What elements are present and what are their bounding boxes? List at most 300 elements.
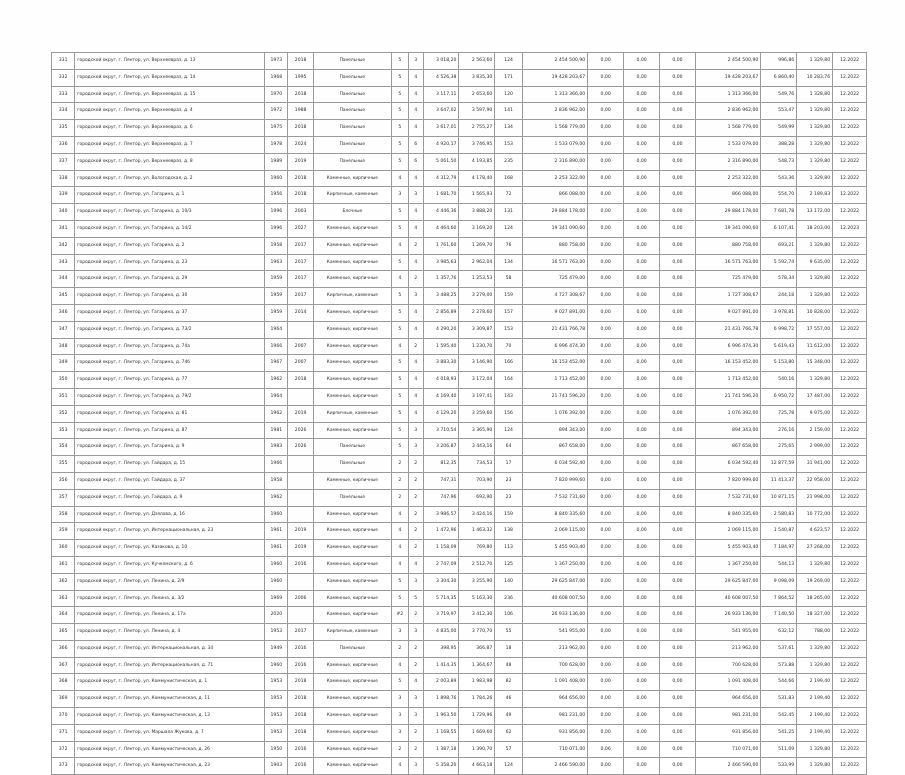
total-area-cell: 1 472,96	[423, 523, 459, 540]
residents-cell: 159	[495, 506, 522, 523]
regional-funds-cell: 0,00	[624, 758, 660, 775]
address-cell: городской округ, г. Лянтор, ул. Ленина, д. 3/2	[75, 590, 265, 607]
federal-funds-cell: 0,00	[588, 103, 624, 120]
residents-cell: 124	[495, 53, 522, 70]
table-row	[52, 338, 867, 355]
residents-cell: 131	[495, 204, 522, 221]
entrances-cell: 3	[408, 187, 423, 204]
year-built-cell: 1964	[265, 321, 288, 338]
year-built-cell: 1959	[265, 271, 288, 288]
entrances-cell: 4	[408, 69, 423, 86]
local-funds-cell: 0,00	[660, 69, 696, 86]
year-built-cell: 1968	[265, 69, 288, 86]
year-repair-cell: 2017	[288, 288, 313, 305]
entrances-cell: 2	[408, 456, 423, 473]
max-unit-cost-cell: 17 557,00	[797, 321, 833, 338]
deadline-cell: 12.2022	[833, 153, 867, 170]
entrances-cell: 3	[408, 573, 423, 590]
row-number: 340	[52, 204, 75, 221]
table-row	[52, 657, 867, 674]
repair-cost-cell: 1 091 408,00	[522, 674, 587, 691]
owner-funds-cell: 9 027 891,00	[695, 304, 760, 321]
unit-cost-cell: 541,25	[761, 724, 797, 741]
year-repair-cell: 2016	[288, 657, 313, 674]
entrances-cell: 4	[408, 220, 423, 237]
unit-cost-cell: 5 619,43	[761, 338, 797, 355]
local-funds-cell: 0,00	[660, 724, 696, 741]
year-repair-cell: 2018	[288, 691, 313, 708]
floors-cell: 4	[391, 540, 408, 557]
table-body	[52, 53, 867, 775]
living-area-cell: 3 835,30	[459, 69, 495, 86]
unit-cost-cell: 6 950,72	[761, 388, 797, 405]
entrances-cell: 2	[408, 237, 423, 254]
residents-cell: 18	[495, 640, 522, 657]
wall-material-cell: Каменные, кирпичные	[313, 708, 391, 725]
address-cell: городской округ, г. Лянтор, ул. Гагарина, д. 23	[75, 254, 265, 271]
residents-cell: 141	[495, 103, 522, 120]
owner-funds-cell: 213 962,00	[695, 640, 760, 657]
wall-material-cell: Панельные	[313, 439, 391, 456]
residents-cell: 106	[495, 607, 522, 624]
deadline-cell: 12.2022	[833, 103, 867, 120]
year-built-cell: 1961	[265, 540, 288, 557]
max-unit-cost-cell: 1 329,80	[797, 640, 833, 657]
wall-material-cell: Каменные, кирпичные	[313, 741, 391, 758]
wall-material-cell: Каменные, кирпичные	[313, 506, 391, 523]
year-built-cell: 1959	[265, 304, 288, 321]
federal-funds-cell: 0,00	[588, 640, 624, 657]
row-number: 345	[52, 288, 75, 305]
entrances-cell: 2	[408, 506, 423, 523]
unit-cost-cell: 10 871,15	[761, 489, 797, 506]
address-cell: городской округ, г. Лянтор, ул. Гагарина, д. 10/3	[75, 204, 265, 221]
local-funds-cell: 0,00	[660, 103, 696, 120]
address-cell: городской округ, г. Лянтор, ул. Верхнеевраз, д. 4	[75, 103, 265, 120]
repair-cost-cell: 700 628,00	[522, 657, 587, 674]
wall-material-cell: Кирпичные, каменные	[313, 187, 391, 204]
entrances-cell: 2	[408, 607, 423, 624]
row-number: 355	[52, 456, 75, 473]
address-cell: городской округ, г. Лянтор, ул. Гайдара, д. 9	[75, 489, 265, 506]
living-area-cell: 3 172,04	[459, 372, 495, 389]
living-area-cell: 3 412,30	[459, 607, 495, 624]
year-built-cell: 1953	[265, 724, 288, 741]
living-area-cell: 1 390,70	[459, 741, 495, 758]
living-area-cell: 3 197,41	[459, 388, 495, 405]
table-row	[52, 472, 867, 489]
address-cell: городской округ, г. Лянтор, ул. Коммунистическая, д. 13	[75, 708, 265, 725]
table-row	[52, 103, 867, 120]
repair-cost-cell: 21 741 596,20	[522, 388, 587, 405]
address-cell: городской округ, г. Лянтор, ул. Верхнеевраз, д. 13	[75, 53, 265, 70]
repair-cost-cell: 867 658,00	[522, 439, 587, 456]
address-cell: городской округ, г. Лянтор, ул. Ленина, д. 4	[75, 624, 265, 641]
address-cell: городской округ, г. Лянтор, ул. Гагарина, д. 14/2	[75, 220, 265, 237]
residents-cell: 134	[495, 120, 522, 137]
year-repair-cell: 2019	[288, 405, 313, 422]
row-number: 358	[52, 506, 75, 523]
table-row	[52, 237, 867, 254]
table-row	[52, 170, 867, 187]
regional-funds-cell: 0,00	[624, 153, 660, 170]
table-row	[52, 624, 867, 641]
max-unit-cost-cell: 10 828,00	[797, 304, 833, 321]
max-unit-cost-cell: 1 329,80	[797, 556, 833, 573]
entrances-cell: 4	[408, 86, 423, 103]
owner-funds-cell: 894 343,00	[695, 422, 760, 439]
entrances-cell: 4	[408, 388, 423, 405]
max-unit-cost-cell: 19 269,00	[797, 573, 833, 590]
floors-cell: 2	[391, 472, 408, 489]
owner-funds-cell: 1 533 079,00	[695, 136, 760, 153]
address-cell: городской округ, г. Лянтор, ул. Интернациональная, д. 71	[75, 657, 265, 674]
floors-cell: 3	[391, 708, 408, 725]
regional-funds-cell: 0,00	[624, 304, 660, 321]
max-unit-cost-cell: 1 329,80	[797, 136, 833, 153]
living-area-cell: 3 279,00	[459, 288, 495, 305]
unit-cost-cell: 2 580,83	[761, 506, 797, 523]
table-row	[52, 53, 867, 70]
unit-cost-cell: 549,99	[761, 120, 797, 137]
row-number: 344	[52, 271, 75, 288]
entrances-cell: 2	[408, 271, 423, 288]
year-built-cell: 1958	[265, 472, 288, 489]
local-funds-cell: 0,00	[660, 136, 696, 153]
repair-cost-cell: 1 076 392,00	[522, 405, 587, 422]
local-funds-cell: 0,00	[660, 304, 696, 321]
owner-funds-cell: 725 479,00	[695, 271, 760, 288]
table-row	[52, 741, 867, 758]
wall-material-cell: Каменные, кирпичные	[313, 674, 391, 691]
address-cell: городской округ, г. Лянтор, ул. Коммунистическая, д. 1	[75, 674, 265, 691]
wall-material-cell: Каменные, кирпичные	[313, 758, 391, 775]
max-unit-cost-cell: 1 329,80	[797, 741, 833, 758]
living-area-cell: 703,90	[459, 472, 495, 489]
federal-funds-cell: 0,00	[588, 288, 624, 305]
residents-cell: 58	[495, 271, 522, 288]
table-row	[52, 674, 867, 691]
residents-cell: 64	[495, 439, 522, 456]
year-built-cell: 1950	[265, 741, 288, 758]
floors-cell: 2	[391, 489, 408, 506]
living-area-cell: 2 278,60	[459, 304, 495, 321]
deadline-cell: 12.2022	[833, 120, 867, 137]
max-unit-cost-cell: 2 199,40	[797, 674, 833, 691]
total-area-cell: 3 018,20	[423, 53, 459, 70]
year-built-cell: 1975	[265, 120, 288, 137]
federal-funds-cell: 0,00	[588, 237, 624, 254]
year-repair-cell	[288, 489, 313, 506]
entrances-cell: 6	[408, 153, 423, 170]
federal-funds-cell: 0,00	[588, 355, 624, 372]
unit-cost-cell: 543,36	[761, 170, 797, 187]
residents-cell: 153	[495, 321, 522, 338]
year-repair-cell: 2016	[288, 556, 313, 573]
table-row	[52, 556, 867, 573]
unit-cost-cell: 554,70	[761, 187, 797, 204]
repair-cost-cell: 541 955,00	[522, 624, 587, 641]
local-funds-cell: 0,00	[660, 187, 696, 204]
max-unit-cost-cell: 2 199,40	[797, 724, 833, 741]
repair-cost-cell: 2 069 115,00	[522, 523, 587, 540]
living-area-cell: 734,53	[459, 456, 495, 473]
federal-funds-cell: 0,00	[588, 439, 624, 456]
address-cell: городской округ, г. Лянтор, ул. Верхнеевраз, д. 7	[75, 136, 265, 153]
max-unit-cost-cell: 21 998,00	[797, 489, 833, 506]
max-unit-cost-cell: 9 975,00	[797, 405, 833, 422]
address-cell: городской округ, г. Лянтор, ул. Гагарина, д. 79/2	[75, 388, 265, 405]
unit-cost-cell: 725,78	[761, 405, 797, 422]
deadline-cell: 12.2022	[833, 271, 867, 288]
deadline-cell: 12.2022	[833, 472, 867, 489]
repair-cost-cell: 710 071,00	[522, 741, 587, 758]
max-unit-cost-cell: 27 268,00	[797, 540, 833, 557]
entrances-cell: 4	[408, 321, 423, 338]
table-row	[52, 69, 867, 86]
owner-funds-cell: 8 840 335,60	[695, 506, 760, 523]
address-cell: городской округ, г. Лянтор, ул. Гайдара, д. 15	[75, 456, 265, 473]
living-area-cell: 3 770,70	[459, 624, 495, 641]
federal-funds-cell: 0,00	[588, 472, 624, 489]
deadline-cell: 12.2023	[833, 220, 867, 237]
row-number: 333	[52, 86, 75, 103]
year-repair-cell: 2014	[288, 304, 313, 321]
repair-cost-cell: 8 840 335,60	[522, 506, 587, 523]
address-cell: городской округ, г. Лянтор, ул. Гагарина, д. 30	[75, 288, 265, 305]
regional-funds-cell: 0,00	[624, 741, 660, 758]
row-number: 360	[52, 540, 75, 557]
owner-funds-cell: 700 628,00	[695, 657, 760, 674]
floors-cell: 4	[391, 657, 408, 674]
owner-funds-cell: 16 571 763,00	[695, 254, 760, 271]
entrances-cell: 2	[408, 472, 423, 489]
deadline-cell: 12.2022	[833, 640, 867, 657]
owner-funds-cell: 867 658,00	[695, 439, 760, 456]
local-funds-cell: 0,00	[660, 338, 696, 355]
year-built-cell: 1963	[265, 254, 288, 271]
repair-cost-cell: 29 884 178,00	[522, 204, 587, 221]
address-cell: городской округ, г. Лянтор, ул. Гагарина, д. 81	[75, 405, 265, 422]
row-number: 366	[52, 640, 75, 657]
total-area-cell: 3 304,30	[423, 573, 459, 590]
table-row	[52, 607, 867, 624]
table-row	[52, 372, 867, 389]
entrances-cell: 3	[408, 691, 423, 708]
total-area-cell: 3 719,97	[423, 607, 459, 624]
address-cell: городской округ, г. Лянтор, ул. Вологодская, д. 2	[75, 170, 265, 187]
regional-funds-cell: 0,00	[624, 69, 660, 86]
repair-cost-cell: 894 343,00	[522, 422, 587, 439]
owner-funds-cell: 1 568 779,00	[695, 120, 760, 137]
entrances-cell: 4	[408, 103, 423, 120]
owner-funds-cell: 2 316 890,00	[695, 153, 760, 170]
deadline-cell: 12.2022	[833, 456, 867, 473]
regional-funds-cell: 0,00	[624, 540, 660, 557]
total-area-cell: 3 117,11	[423, 86, 459, 103]
floors-cell: 5	[391, 120, 408, 137]
regional-funds-cell: 0,00	[624, 321, 660, 338]
row-number: 364	[52, 607, 75, 624]
residents-cell: 120	[495, 86, 522, 103]
address-cell: городской округ, г. Лянтор, ул. Интернациональная, д. 34	[75, 640, 265, 657]
max-unit-cost-cell: 15 348,00	[797, 355, 833, 372]
unit-cost-cell: 6 107,41	[761, 220, 797, 237]
federal-funds-cell: 0,00	[588, 338, 624, 355]
unit-cost-cell: 5 153,80	[761, 355, 797, 372]
local-funds-cell: 0,00	[660, 472, 696, 489]
wall-material-cell: Панельные	[313, 153, 391, 170]
repair-cost-cell: 29 625 847,00	[522, 573, 587, 590]
floors-cell: 2	[391, 741, 408, 758]
residents-cell: 125	[495, 556, 522, 573]
living-area-cell: 3 597,90	[459, 103, 495, 120]
local-funds-cell: 0,00	[660, 640, 696, 657]
row-number: 369	[52, 691, 75, 708]
local-funds-cell: 0,00	[660, 170, 696, 187]
table-row	[52, 523, 867, 540]
deadline-cell: 12.2022	[833, 758, 867, 775]
unit-cost-cell: 12 877,59	[761, 456, 797, 473]
year-built-cell: 1981	[265, 422, 288, 439]
repair-cost-cell: 21 431 766,78	[522, 321, 587, 338]
deadline-cell: 12.2022	[833, 523, 867, 540]
max-unit-cost-cell: 1 329,80	[797, 170, 833, 187]
regional-funds-cell: 0,00	[624, 674, 660, 691]
unit-cost-cell: 1 540,87	[761, 523, 797, 540]
residents-cell: 153	[495, 136, 522, 153]
federal-funds-cell: 0,00	[588, 489, 624, 506]
local-funds-cell: 0,00	[660, 523, 696, 540]
repair-cost-cell: 9 027 891,00	[522, 304, 587, 321]
local-funds-cell: 0,00	[660, 624, 696, 641]
wall-material-cell: Каменные, кирпичные	[313, 271, 391, 288]
regional-funds-cell: 0,00	[624, 237, 660, 254]
floors-cell: 5	[391, 204, 408, 221]
year-built-cell: 1903	[265, 758, 288, 775]
year-repair-cell: 1988	[288, 103, 313, 120]
deadline-cell: 12.2022	[833, 573, 867, 590]
total-area-cell: 1 595,40	[423, 338, 459, 355]
deadline-cell: 12.2022	[833, 86, 867, 103]
regional-funds-cell: 0,00	[624, 254, 660, 271]
owner-funds-cell: 40 608 007,50	[695, 590, 760, 607]
total-area-cell: 3 647,02	[423, 103, 459, 120]
total-area-cell: 747,96	[423, 489, 459, 506]
total-area-cell: 2 856,89	[423, 304, 459, 321]
regional-funds-cell: 0,00	[624, 53, 660, 70]
total-area-cell: 3 617,01	[423, 120, 459, 137]
wall-material-cell: Каменные, кирпичные	[313, 237, 391, 254]
total-area-cell: 2 747,09	[423, 556, 459, 573]
unit-cost-cell: 6 998,72	[761, 321, 797, 338]
row-number: 359	[52, 523, 75, 540]
row-number: 339	[52, 187, 75, 204]
year-repair-cell: 2027	[288, 220, 313, 237]
unit-cost-cell: 537,61	[761, 640, 797, 657]
row-number: 351	[52, 388, 75, 405]
federal-funds-cell: 0,00	[588, 170, 624, 187]
address-cell: городской округ, г. Лянтор, ул. Гагарина, д. 74а	[75, 338, 265, 355]
table-row	[52, 153, 867, 170]
table-row	[52, 573, 867, 590]
address-cell: городской округ, г. Лянтор, ул. Гагарина, д. 1	[75, 187, 265, 204]
table-row	[52, 321, 867, 338]
floors-cell: 5	[391, 53, 408, 70]
local-funds-cell: 0,00	[660, 254, 696, 271]
local-funds-cell: 0,00	[660, 573, 696, 590]
max-unit-cost-cell: 17 487,00	[797, 388, 833, 405]
floors-cell: 5	[391, 304, 408, 321]
deadline-cell: 12.2022	[833, 657, 867, 674]
federal-funds-cell: 0,00	[588, 590, 624, 607]
floors-cell: 5	[391, 103, 408, 120]
residents-cell: 76	[495, 237, 522, 254]
total-area-cell: 4 169,40	[423, 388, 459, 405]
floors-cell: 4	[391, 556, 408, 573]
row-number: 338	[52, 170, 75, 187]
year-repair-cell: 2017	[288, 624, 313, 641]
entrances-cell: 4	[408, 254, 423, 271]
entrances-cell: 3	[408, 758, 423, 775]
total-area-cell: 4 446,36	[423, 204, 459, 221]
table-row	[52, 304, 867, 321]
entrances-cell: 3	[408, 422, 423, 439]
regional-funds-cell: 0,00	[624, 271, 660, 288]
entrances-cell: 3	[408, 288, 423, 305]
max-unit-cost-cell: 31 941,00	[797, 456, 833, 473]
deadline-cell: 12.2022	[833, 708, 867, 725]
row-number: 352	[52, 405, 75, 422]
max-unit-cost-cell: 4 623,57	[797, 523, 833, 540]
wall-material-cell: Каменные, кирпичные	[313, 590, 391, 607]
residents-cell: 72	[495, 187, 522, 204]
total-area-cell: 5 358,20	[423, 758, 459, 775]
deadline-cell: 12.2022	[833, 422, 867, 439]
total-area-cell: 1 414,35	[423, 657, 459, 674]
wall-material-cell: Панельные	[313, 136, 391, 153]
address-cell: городской округ, г. Лянтор, ул. Гагарина, д. 2	[75, 237, 265, 254]
deadline-cell: 12.2022	[833, 338, 867, 355]
federal-funds-cell: 0,00	[588, 422, 624, 439]
unit-cost-cell: 573,88	[761, 657, 797, 674]
year-repair-cell: 2003	[288, 204, 313, 221]
regional-funds-cell: 0,00	[624, 607, 660, 624]
table-row	[52, 405, 867, 422]
address-cell: городской округ, г. Лянтор, ул. Кучелмского, д. 6	[75, 556, 265, 573]
living-area-cell: 4 178,40	[459, 170, 495, 187]
living-area-cell: 3 424,16	[459, 506, 495, 523]
unit-cost-cell: 531,83	[761, 691, 797, 708]
repair-cost-cell: 866 088,00	[522, 187, 587, 204]
regional-funds-cell: 0,00	[624, 86, 660, 103]
deadline-cell: 12.2022	[833, 506, 867, 523]
deadline-cell: 12.2022	[833, 204, 867, 221]
deadline-cell: 12.2022	[833, 136, 867, 153]
residents-cell: 171	[495, 69, 522, 86]
total-area-cell: 4 464,60	[423, 220, 459, 237]
floors-cell: 4	[391, 271, 408, 288]
year-built-cell: 1983	[265, 439, 288, 456]
table-row	[52, 456, 867, 473]
table-row	[52, 506, 867, 523]
regional-funds-cell: 0,00	[624, 456, 660, 473]
row-number: 346	[52, 304, 75, 321]
unit-cost-cell: 578,34	[761, 271, 797, 288]
federal-funds-cell: 0,00	[588, 372, 624, 389]
living-area-cell: 3 443,16	[459, 439, 495, 456]
regional-funds-cell: 0,00	[624, 691, 660, 708]
